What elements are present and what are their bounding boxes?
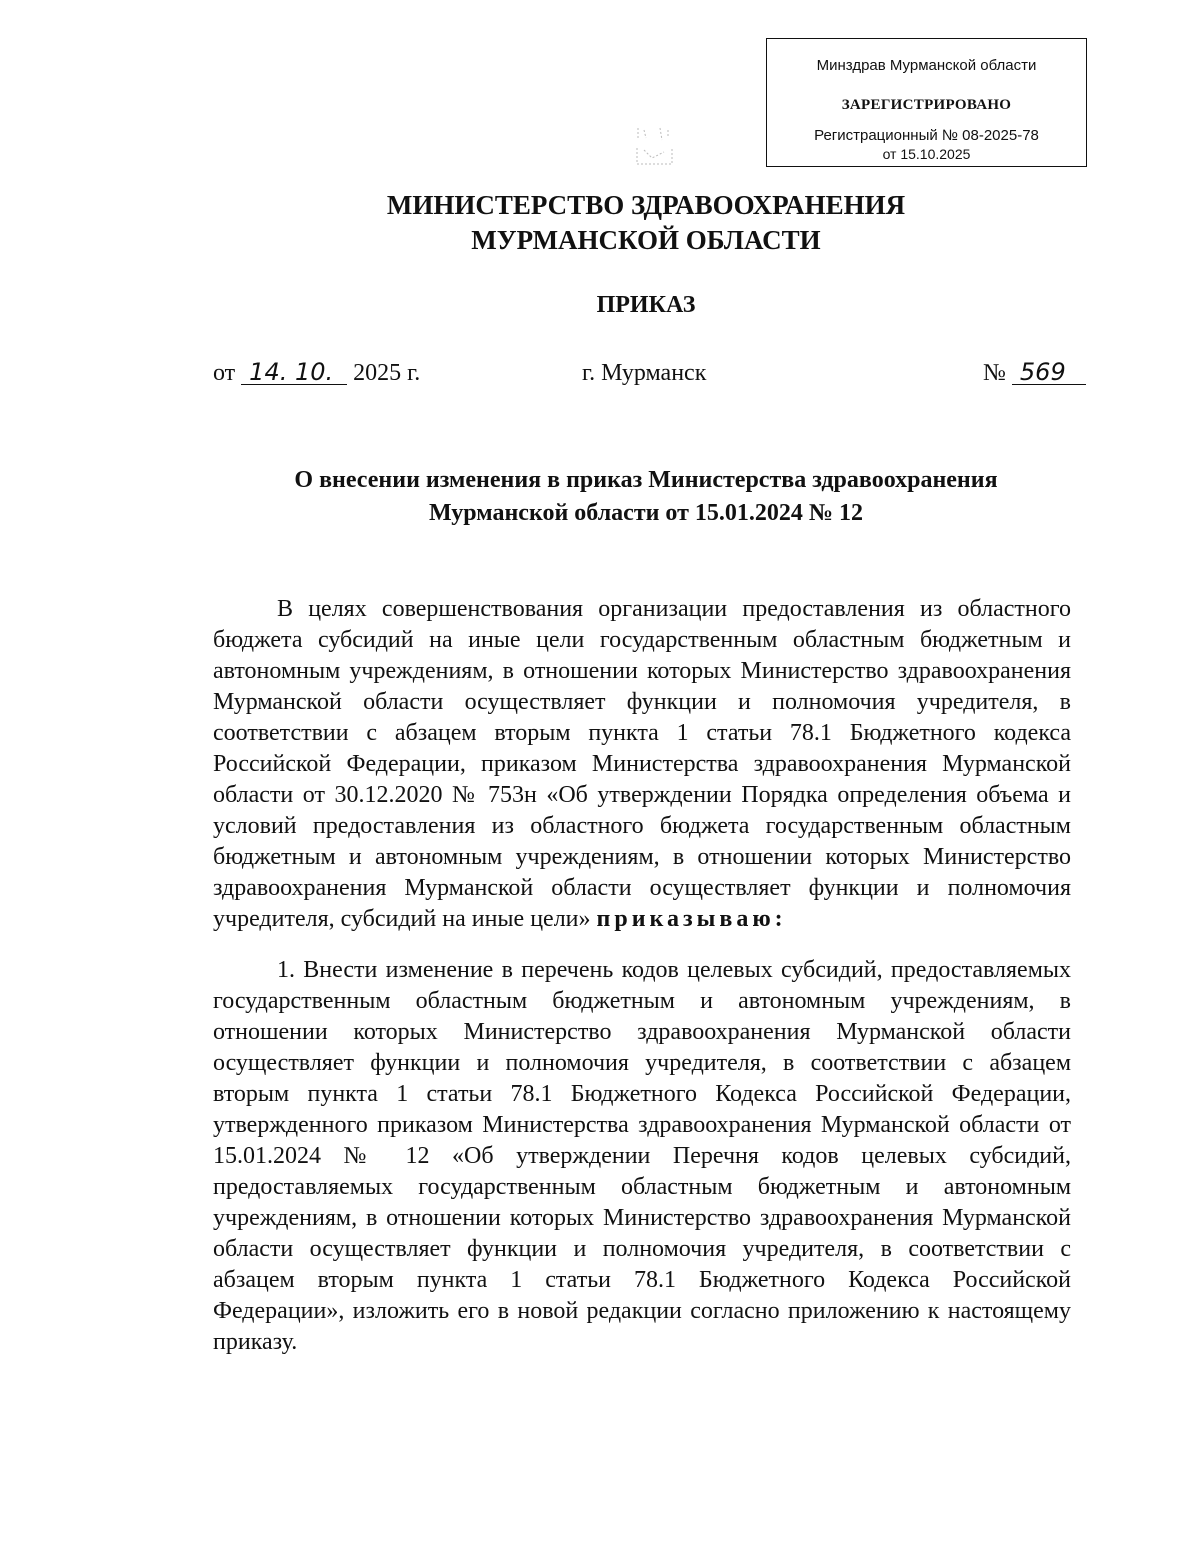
date-suffix: 2025 г.	[353, 360, 421, 386]
subject-line2: Мурманской области от 15.01.2024 № 12	[428, 500, 864, 526]
ministry-title	[0, 188, 1200, 258]
item-number: 1.	[277, 957, 295, 983]
coat-of-arms-icon	[634, 124, 674, 168]
handwritten-number: 569	[1012, 360, 1086, 385]
document-number	[983, 360, 1086, 387]
item-text: Внести изменение в перечень кодов целевых субсидий, предоставляемых государственным областным бюджетным и автономным учреждениям, в отношении которых Министерство здравоохранения Мурманской области осуществляет функции и полномочия учредителя, в соответствии с абзацем вторым пункта 1 статьи 78.1 Бюджетного Кодекса Российской Федерации, утвержденного приказом Министерства здравоохранения Мурманской области от 15.01.2024 № 12 «Об утверждении Перечня кодов целевых субсидий, предоставляемых государственным областным бюджетным и автономным учреждениям, в отношении которых Министерство здравоохранения Мурманской области осуществляет функции и полномочия учредителя, в соответствии с абзацем вторым пункта 1 статьи 78.1 Бюджетного Кодекса Российской Федерации», изложить его в новой редакции согласно приложению к настоящему приказу.	[213, 957, 1072, 1355]
order-word: приказываю:	[596, 906, 787, 932]
ministry-title-line1: МИНИСТЕРСТВО ЗДРАВООХРАНЕНИЯ	[386, 190, 906, 220]
stamp-registration-number: Регистрационный № 08-2025-78	[814, 127, 1039, 144]
stamp-status: ЗАРЕГИСТРИРОВАНО	[841, 97, 1012, 113]
document-date	[213, 360, 420, 387]
document-type: ПРИКАЗ	[596, 292, 696, 318]
document-subject	[0, 464, 1200, 530]
date-prefix: от	[213, 360, 236, 386]
document-city: г. Мурманск	[582, 360, 707, 386]
order-item-1	[213, 955, 1071, 1358]
registration-stamp	[766, 38, 1087, 167]
stamp-organization: Минздрав Мурманской области	[816, 57, 1037, 74]
handwritten-date: 14. 10.	[241, 360, 347, 385]
preamble-paragraph	[213, 594, 1071, 935]
preamble-text: В целях совершенствования организации предоставления из областного бюджета субсидий на иные цели государственным областным бюджетным и автономным учреждениям, в отношении которых Министерство здравоохранения Мурманской области осуществляет функции и полномочия учредителя, в соответствии с абзацем вторым пункта 1 статьи 78.1 Бюджетного кодекса Российской Федерации, приказом Министерства здравоохранения Мурманской области от 30.12.2020 № 753н «Об утверждении Порядка определения объема и условий предоставления из областного бюджета государственным областным бюджетным и автономным учреждениям, в отношении которых Министерство здравоохранения Мурманской области осуществляет функции и полномочия учредителя, субсидий на иные цели»	[213, 596, 1071, 932]
ministry-title-line2: МУРМАНСКОЙ ОБЛАСТИ	[471, 225, 821, 255]
subject-line1: О внесении изменения в приказ Министерства здравоохранения	[294, 467, 998, 493]
number-prefix: №	[983, 360, 1006, 386]
stamp-registration-date: от 15.10.2025	[882, 146, 971, 162]
